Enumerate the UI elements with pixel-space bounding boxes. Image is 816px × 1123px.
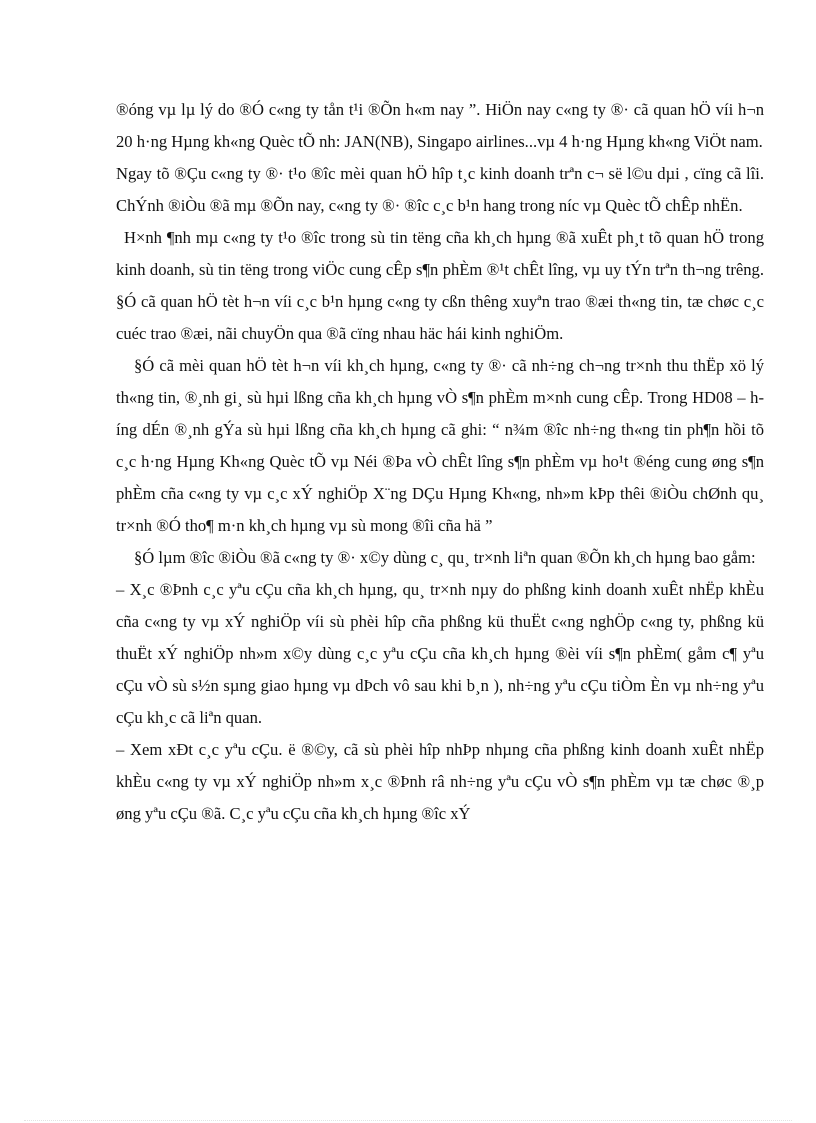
list-item-determine-requirements: – X¸c ®Þnh c¸c yªu cÇu cña kh¸ch hµng, qu¸ tr×nh nµy do phßng kinh doanh xuÊt nhËp khÈu cña c«ng ty vµ xÝ nghiÖp víi sù phèi hîp cña phßng kü thuËt c«ng nghÖp c«ng ty, phßng kü thuËt xÝ nghiÖp nh»m x©y dùng c¸c yªu cÇu cña kh¸ch hµng ®èi víi s¶n phÈm( gåm c¶ yªu cÇu vÒ sù s½n sµng giao hµng vµ dÞch vô sau khi b¸n ), nh÷ng yªu cÇu tiÒm Èn vµ nh÷ng yªu cÇu kh¸c cã liªn quan. <box>116 580 764 727</box>
page-bottom-divider <box>24 1120 792 1121</box>
list-item-review-requirements: – Xem xÐt c¸c yªu cÇu. ë ®©y, cã sù phèi hîp nhÞp nhµng cña phßng kinh doanh xuÊt nhËp khÈu c«ng ty vµ xÝ nghiÖp nh»m x¸c ®Þnh râ nh÷ng yªu cÇu vÒ s¶n phÈm vµ tæ chøc ®¸p øng yªu cÇu ®ã. C¸c yªu cÇu cña kh¸ch hµng ®îc xÝ <box>116 740 764 823</box>
paragraph-partnership: Ngay tõ ®Çu c«ng ty ®· t¹o ®îc mèi quan hÖ hîp t¸c kinh doanh trªn c¬ së l©u dµi , cïng cã lîi. ChÝnh ®iÒu ®ã mµ ®Õn nay, c«ng ty ®· ®îc c¸c b¹n hang trong níc vµ Quèc tÕ chÊp nhËn. <box>116 164 764 215</box>
paragraph-processes-intro: §Ó lµm ®îc ®iÒu ®ã c«ng ty ®· x©y dùng c¸ qu¸ tr×nh liªn quan ®Õn kh¸ch hµng bao gåm: <box>134 548 756 567</box>
body-text <box>116 94 764 830</box>
paragraph-company-image: H×nh ¶nh mµ c«ng ty t¹o ®îc trong sù tin tëng cña kh¸ch hµng ®ã xuÊt ph¸t tõ quan hÖ trong kinh doanh, sù tin tëng trong viÖc cung cÊp s¶n phÈm ®¹t chÊt lîng, vµ uy tÝn trªn th¬ng trêng. §Ó cã quan hÖ tèt h¬n víi c¸c b¹n hµng c«ng ty cßn thêng xuyªn trao ®æi th«ng tin, tæ chøc c¸c cuéc trao ®æi, nãi chuyÖn qua ®ã cïng nhau häc hái kinh nghiÖm. <box>116 228 764 343</box>
paragraph-customer-relations: §Ó cã mèi quan hÖ tèt h¬n víi kh¸ch hµng, c«ng ty ®· cã nh÷ng ch¬ng tr×nh thu thËp xö lý th«ng tin, ®¸nh gi¸ sù hµi lßng cña kh¸ch hµng vÒ s¶n phÈm m×nh cung cÊp. Trong HD08 – híng dÉn ®¸nh gÝa sù hµi lßng cña kh¸ch hµng cã ghi: “ n¾m ®îc nh÷ng th«ng tin ph¶n hồi tõ c¸c h·ng Hµng Kh«ng Quèc tÕ vµ Néi ®Þa vÒ chÊt lîng s¶n phÈm vµ ho¹t ®éng cung øng s¶n phÈm cña c«ng ty vµ c¸c xÝ nghiÖp X¨ng DÇu Hµng Kh«ng, nh»m kÞp thêi ®iÒu chØnh qu¸ tr×nh ®Ó tho¶ m·n kh¸ch hµng vµ sù mong ®îi cña hä ” <box>116 356 764 535</box>
paragraph-continuation: ®óng vµ lµ lý do ®Ó c«ng ty tån t¹i ®Õn h«m nay ”. HiÖn nay c«ng ty ®· cã quan hÖ víi h¬n 20 h·ng Hµng kh«ng Quèc tÕ nh: JAN(NB), Singapo airlines...vµ 4 h·ng Hµng kh«ng ViÖt nam. <box>116 100 764 151</box>
